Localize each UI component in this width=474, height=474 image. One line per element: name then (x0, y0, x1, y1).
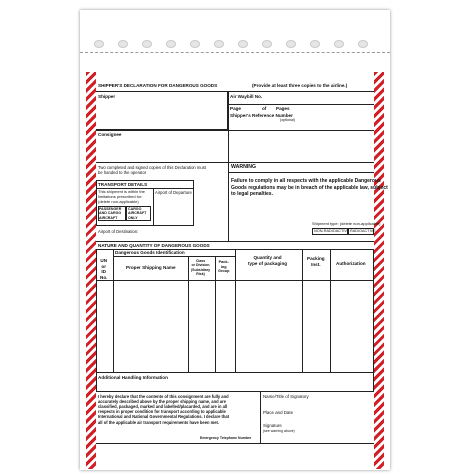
binding-hole (238, 40, 248, 48)
copies-text: Two completed and signed copies of this Declaration must be handed to the operator (98, 165, 207, 176)
shipper-label: Shipper (98, 94, 116, 99)
binding-hole (310, 40, 320, 48)
of-label: of (262, 106, 267, 111)
binding-hole (262, 40, 272, 48)
col-packing-group: Pack- ing Group (218, 260, 230, 274)
copies-note: (Provide at least three copies to the airline.) (252, 83, 348, 88)
signature-note: (see warning above) (263, 429, 295, 433)
additional-handling-label: Additional Handling Information (98, 375, 168, 380)
warning-title: WARNING (231, 164, 257, 170)
col-packing-inst: Packing Inst. (307, 256, 325, 267)
binding-hole (334, 40, 344, 48)
reference-label: Shipper's Reference Number (230, 113, 293, 118)
awb-label: Air Waybill No. (230, 94, 263, 99)
emergency-phone-label: Emergency Telephone Number (200, 436, 252, 440)
binding-hole (214, 40, 224, 48)
pages-label: Pages (276, 106, 290, 111)
additional-handling-field[interactable] (96, 373, 374, 391)
binding-hole (286, 40, 296, 48)
signatory-label: Name/Title of Signatory (263, 394, 309, 399)
identification-label: Dangerous Goods Identification (115, 250, 185, 255)
signatory-field[interactable] (260, 400, 374, 410)
col-quantity-packaging: Quantity and type of packaging (248, 255, 288, 266)
departure-label: Airport of Departure (155, 190, 192, 195)
goods-entry-area[interactable] (113, 280, 374, 373)
binding-hole (142, 40, 152, 48)
hazard-stripe-right (374, 72, 384, 469)
transport-limitations: This shipment is within the limitations prescribed for: (delete non-applicable) (98, 189, 145, 204)
radioactive-label: RADIOACTIVE (350, 229, 376, 233)
binding-hole (166, 40, 176, 48)
shipper-field[interactable] (96, 92, 228, 130)
col-un-number: UN or ID No. (100, 258, 108, 281)
binding-hole (190, 40, 200, 48)
hazard-stripe-left (86, 72, 96, 469)
place-date-label: Place and Date (263, 410, 294, 415)
col-class-division: Class or Division (Subsidiary Risk) (191, 259, 211, 277)
binding-hole (94, 40, 104, 48)
warning-text: Failure to comply in all respects with the applicable Dangerous Goods regulations may be in breach of the applicable law, subject to legal penalties. (231, 178, 388, 197)
non-radioactive-label: NON-RADIOACTIVE (314, 229, 350, 233)
passenger-cargo-label: PASSENGER AND CARGO AIRCRAFT (99, 207, 122, 220)
shipment-type-label: Shipment type: (delete non-applicable) (312, 221, 381, 226)
reference-optional: (optional) (280, 118, 295, 122)
declaration-form-sheet (80, 10, 390, 470)
cargo-only-label: CARGO AIRCRAFT ONLY (128, 207, 147, 220)
transport-title: TRANSPORT DETAILS (98, 182, 148, 187)
form-title: SHIPPER'S DECLARATION FOR DANGEROUS GOODS (98, 83, 218, 88)
page-label: Page (230, 106, 241, 111)
col-authorization: Authorization (336, 261, 366, 266)
declaration-text: I hereby declare that the contents of this consignment are fully and accurately described above by the proper shipping name, and are classified, packaged, marked and labelled/placarded, and are in all respects in proper condition for transport according to applicable International and National Governmental Regulations. I declare that all of the applicable air transport requirements have been met. (98, 394, 230, 425)
consignee-label: Consignee (98, 132, 122, 137)
binding-hole (118, 40, 128, 48)
destination-label: Airport of Destination: (98, 229, 139, 234)
nature-title: NATURE AND QUANTITY OF DANGEROUS GOODS (98, 243, 210, 248)
perforation-line (80, 52, 390, 53)
col-proper-shipping-name: Proper Shipping Name (126, 265, 176, 270)
binding-hole (358, 40, 368, 48)
signature-label: Signature (263, 423, 282, 428)
consignee-field[interactable] (96, 130, 228, 162)
